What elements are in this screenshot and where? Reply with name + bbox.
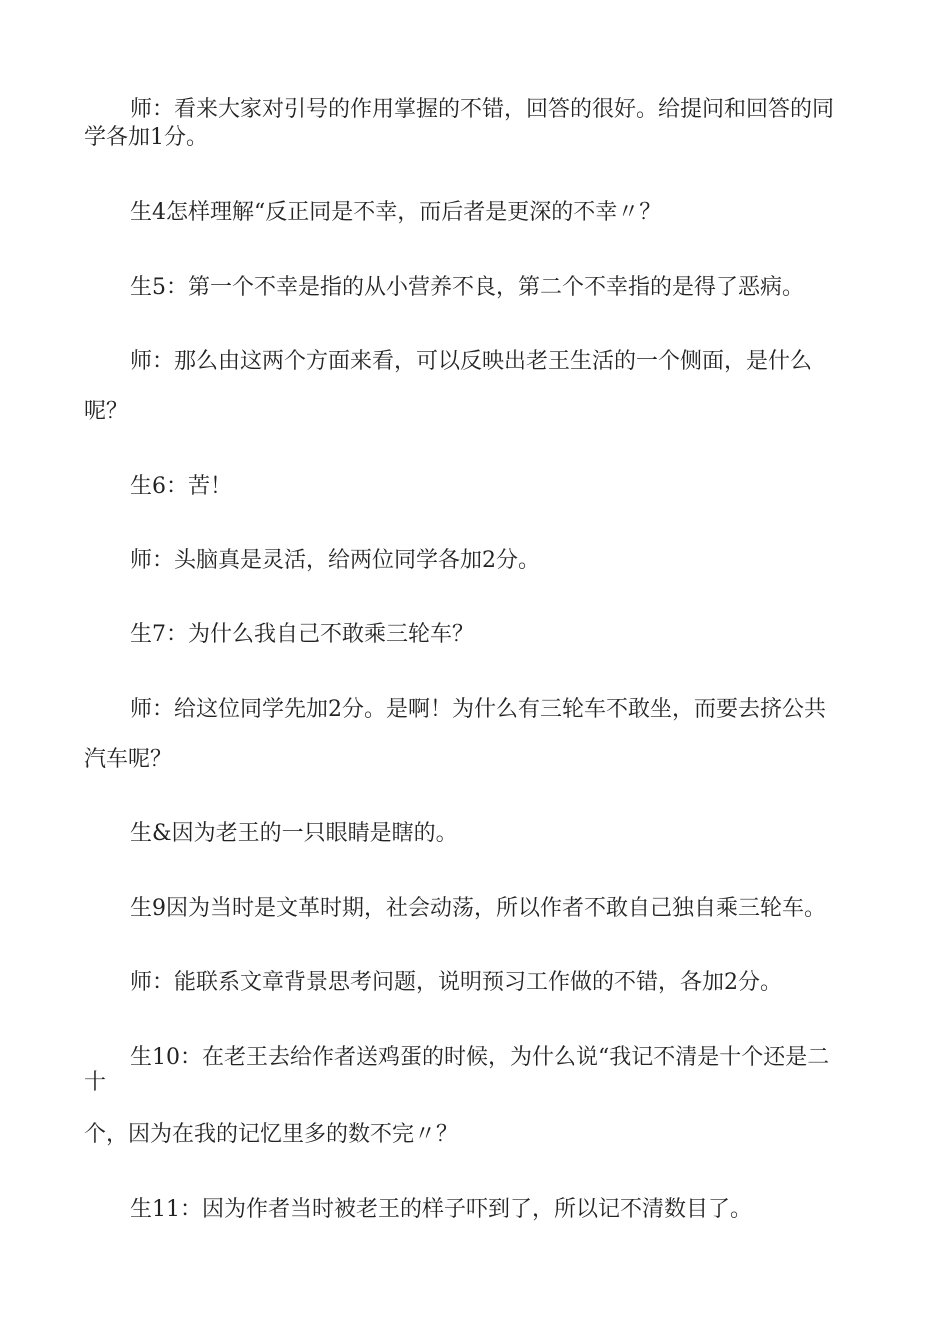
paragraph-line: 师：头脑真是灵活，给两位同学各加2分。 — [130, 548, 540, 573]
paragraph-line: 生10：在老王去给作者送鸡蛋的时候，为什么说“我记不清是十个还是二 — [130, 1045, 830, 1070]
paragraph-line: 十 — [84, 1070, 107, 1095]
paragraph-line: 生5：第一个不幸是指的从小营养不良，第二个不幸指的是得了恶病。 — [130, 275, 804, 300]
paragraph-line: 师：那么由这两个方面来看，可以反映出老王生活的一个侧面，是什么 — [130, 349, 813, 374]
paragraph-line: 学各加1分。 — [84, 125, 208, 150]
paragraph-line: 个，因为在我的记忆里多的数不完〃？ — [84, 1122, 459, 1147]
paragraph-line: 师：看来大家对引号的作用掌握的不错，回答的很好。给提问和回答的同 — [130, 97, 835, 122]
paragraph-line: 呢？ — [84, 399, 129, 424]
paragraph-line: 师：给这位同学先加2分。是啊！为什么有三轮车不敢坐，而要去挤公共 — [130, 697, 826, 722]
paragraph-line: 生7：为什么我自己不敢乘三轮车？ — [130, 622, 474, 647]
paragraph-line: 生11：因为作者当时被老王的样子吓到了，所以记不清数目了。 — [130, 1197, 752, 1222]
paragraph-line: 师：能联系文章背景思考问题，说明预习工作做的不错，各加2分。 — [130, 970, 782, 995]
paragraph-line: 生9因为当时是文革时期，社会动荡，所以作者不敢自己独自乘三轮车。 — [130, 896, 826, 921]
paragraph-line: 生6：苦！ — [130, 474, 232, 499]
paragraph-line: 生4怎样理解“反正同是不幸，而后者是更深的不幸〃？ — [130, 200, 662, 225]
paragraph-line: 生&因为老王的一只眼睛是瞎的。 — [130, 821, 458, 846]
paragraph-line: 汽车呢？ — [84, 747, 173, 772]
